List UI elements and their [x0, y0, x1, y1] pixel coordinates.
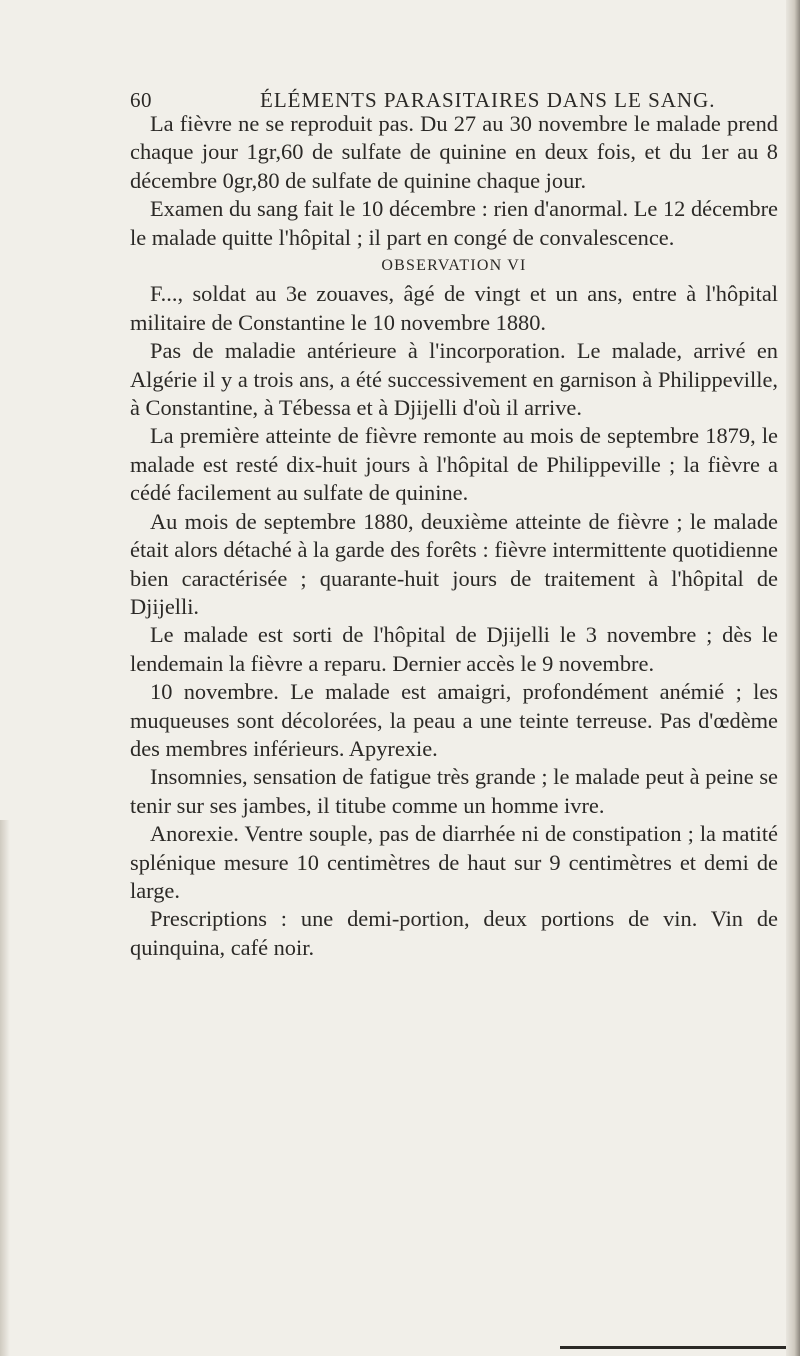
paragraph: Anorexie. Ventre souple, pas de diarrhée ni de constipation ; la matité splénique mesure 10 centimètres de haut sur 9 centimètres et demi de large.: [130, 821, 778, 903]
paragraph: La fièvre ne se reproduit pas. Du 27 au 30 novembre le malade prend chaque jour 1gr,60 de sulfate de quinine en deux fois, et du 1er au 8 décembre 0gr,80 de sulfate de quinine chaque jour.: [130, 111, 778, 193]
paragraph: Examen du sang fait le 10 décembre : rien d'anormal. Le 12 décembre le malade quitte l'hôpital ; il part en congé de convalescence.: [130, 196, 778, 250]
page-number: 60: [130, 88, 152, 112]
bottom-rule: [560, 1346, 786, 1349]
page-edge: [786, 0, 800, 1356]
binding-shadow: [0, 820, 10, 1356]
paragraph: Le malade est sorti de l'hôpital de Djijelli le 3 novembre ; dès le lendemain la fièvre a reparu. Dernier accès le 9 novembre.: [130, 622, 778, 676]
paragraph: F..., soldat au 3e zouaves, âgé de vingt et un ans, entre à l'hôpital militaire de Constantine le 10 novembre 1880.: [130, 281, 778, 335]
section-title: OBSERVATION VI: [381, 257, 527, 275]
paragraph: Prescriptions : une demi-portion, deux portions de vin. Vin de quinquina, café noir.: [130, 906, 778, 960]
paragraph: La première atteinte de fièvre remonte au mois de septembre 1879, le malade est resté dix-huit jours à l'hôpital de Philippeville ; la fièvre a cédé facilement au sulfate de quinine.: [130, 423, 778, 506]
running-title: ÉLÉMENTS PARASITAIRES DANS LE SANG.: [260, 88, 716, 112]
paragraph: Pas de maladie antérieure à l'incorporation. Le malade, arrivé en Algérie il y a trois ans, a été successivement en garnison à Philippeville, à Constantine, à Tébessa et à Djijelli d'où il arrive.: [130, 338, 778, 421]
paragraph: Insomnies, sensation de fatigue très grande ; le malade peut à peine se tenir sur ses jambes, il titube comme un homme ivre.: [130, 764, 778, 818]
paragraph: Au mois de septembre 1880, deuxième atteinte de fièvre ; le malade était alors détaché à la garde des forêts : fièvre intermittente quotidienne bien caractérisée ; quarante-huit jours de traitement à l'hôpital de Djijelli.: [130, 508, 778, 619]
paragraph: 10 novembre. Le malade est amaigri, profondément anémié ; les muqueuses sont décolorées, la peau a une teinte terreuse. Pas d'œdème des membres inférieurs. Apyrexie.: [130, 679, 778, 761]
body-text: [130, 110, 778, 962]
